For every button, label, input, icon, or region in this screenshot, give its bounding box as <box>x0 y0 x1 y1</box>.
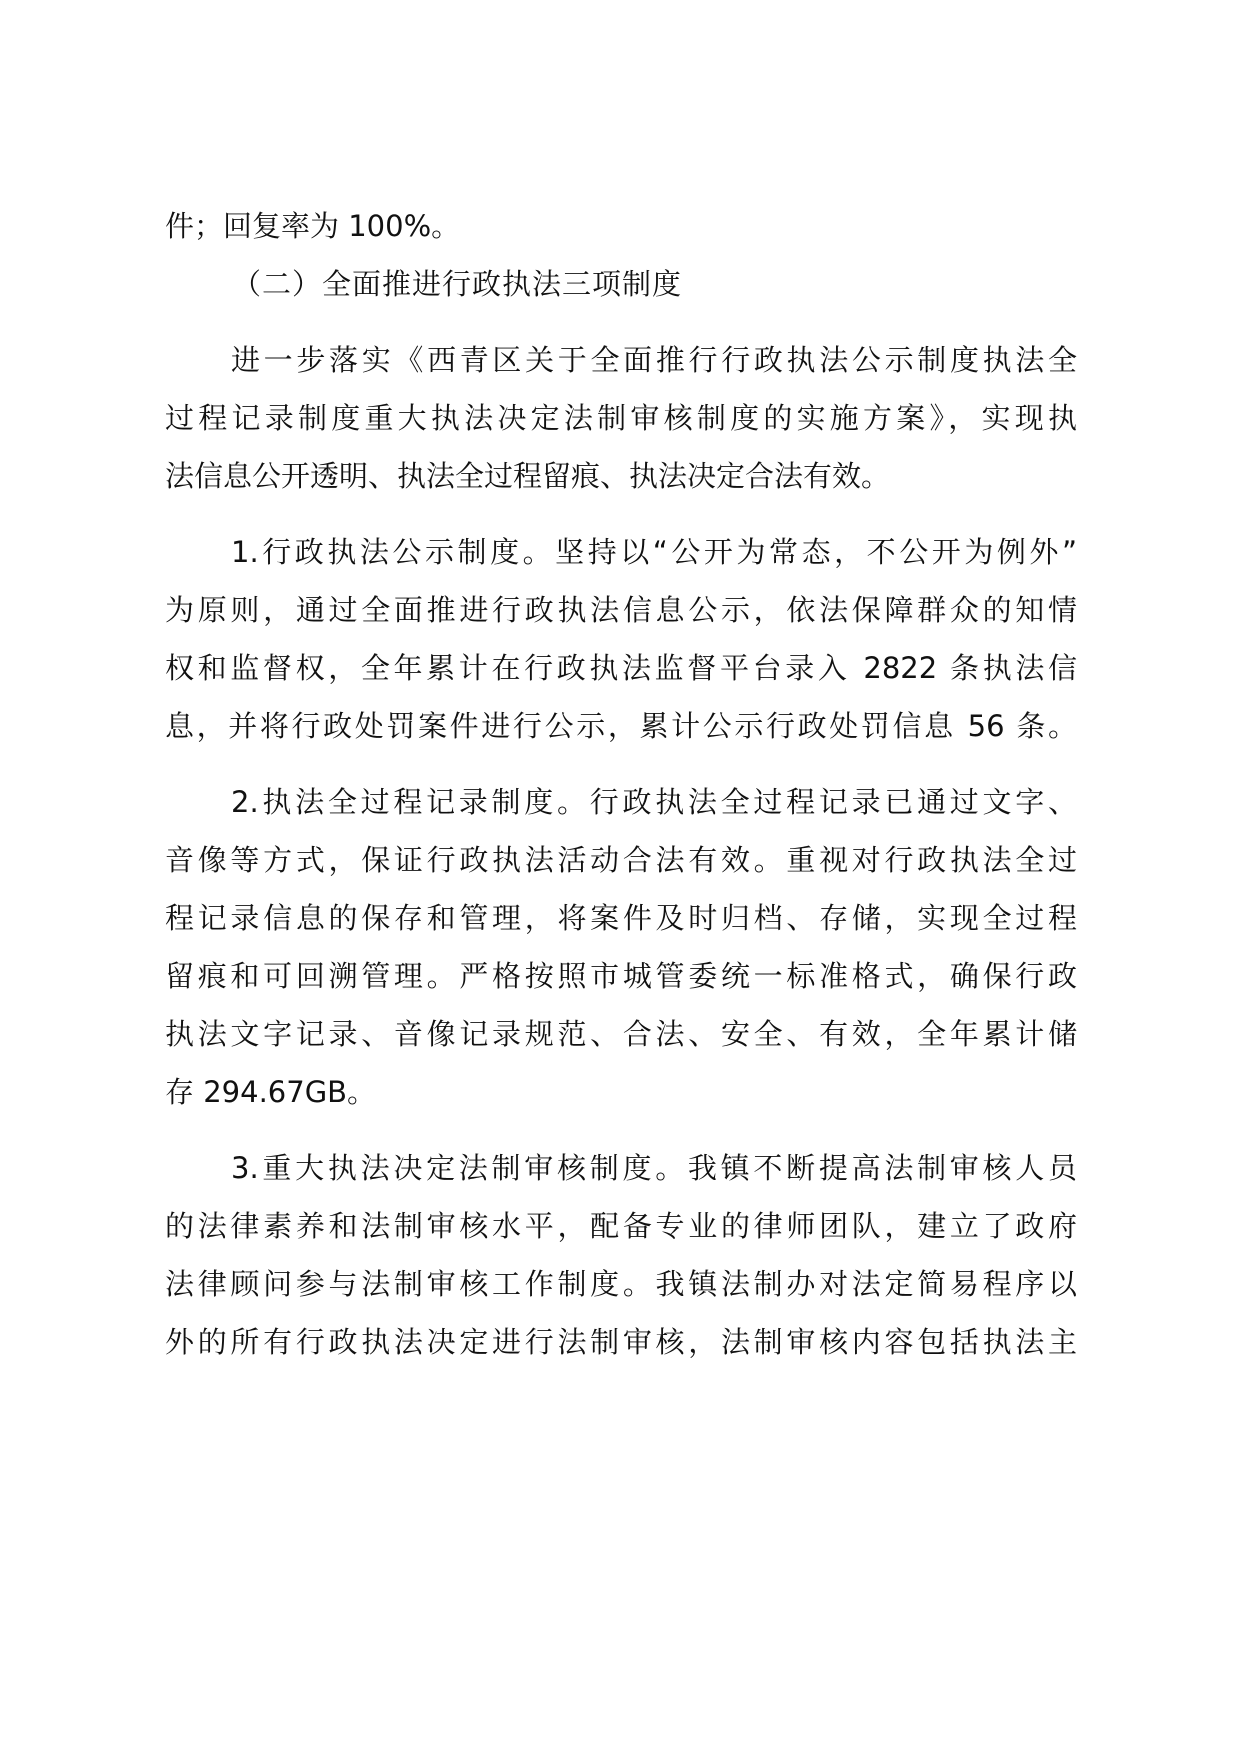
text-line: 的法律素养和法制审核水平，配备专业的律师团队，建立了政府 <box>165 1209 1077 1243</box>
text-line: 外的所有行政执法决定进行法制审核，法制审核内容包括执法主 <box>165 1325 1077 1359</box>
text-line: 存 294.67GB。 <box>165 1075 377 1109</box>
text-line: 件；回复率为 100%。 <box>165 209 461 243</box>
text-line: 2.执法全过程记录制度。行政执法全过程记录已通过文字、 <box>231 785 1077 819</box>
text-line: 过程记录制度重大执法决定法制审核制度的实施方案》，实现执 <box>165 401 1077 435</box>
text-line: 进一步落实《西青区关于全面推行行政执法公示制度执法全 <box>231 343 1077 377</box>
text-line: 权和监督权，全年累计在行政执法监督平台录入 2822 条执法信 <box>165 651 1077 685</box>
text-line: 息，并将行政处罚案件进行公示，累计公示行政处罚信息 56 条。 <box>165 709 1077 743</box>
text-line: 法律顾问参与法制审核工作制度。我镇法制办对法定简易程序以 <box>165 1267 1077 1301</box>
section-heading: （二）全面推进行政执法三项制度 <box>232 267 683 301</box>
text-line: 执法文字记录、音像记录规范、合法、安全、有效，全年累计储 <box>165 1017 1077 1051</box>
text-line: 3.重大执法决定法制审核制度。我镇不断提高法制审核人员 <box>231 1151 1077 1185</box>
text-line: 音像等方式，保证行政执法活动合法有效。重视对行政执法全过 <box>165 843 1077 877</box>
text-line: 留痕和可回溯管理。严格按照市城管委统一标准格式，确保行政 <box>165 959 1077 993</box>
text-line: 程记录信息的保存和管理，将案件及时归档、存储，实现全过程 <box>165 901 1077 935</box>
text-line: 1.行政执法公示制度。坚持以“公开为常态，不公开为例外” <box>231 535 1077 569</box>
text-line: 为原则，通过全面推进行政执法信息公示，依法保障群众的知情 <box>165 593 1077 627</box>
text-line: 法信息公开透明、执法全过程留痕、执法决定合法有效。 <box>165 459 891 493</box>
